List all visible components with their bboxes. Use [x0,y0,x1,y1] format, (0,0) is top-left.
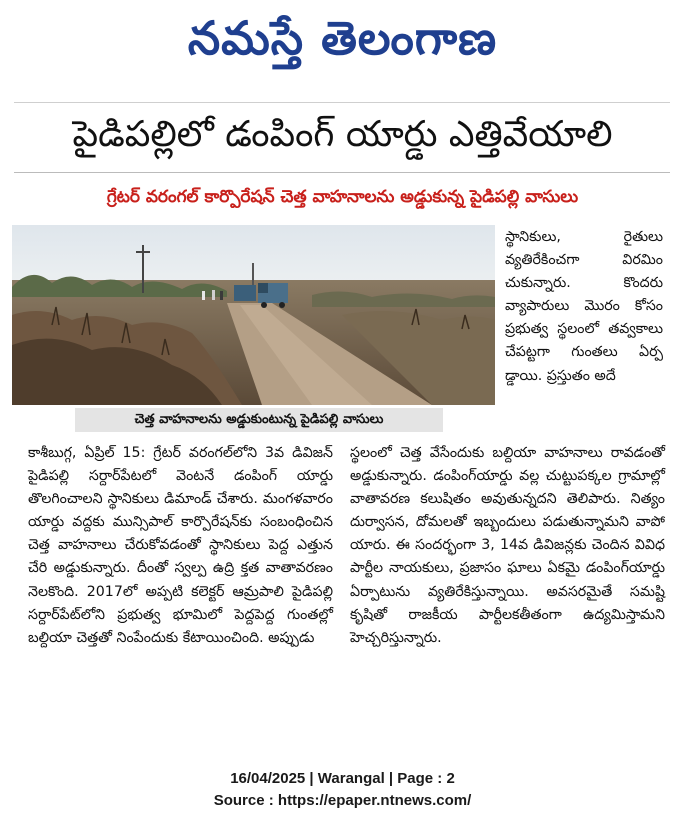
photo-caption: చెత్త వాహనాలను అడ్డుకుంటున్న పైడిపల్లి వాసులు [75,408,443,432]
footer-date-edition: 16/04/2025 | Warangal | Page : 2 [230,770,455,787]
subheadline: గ్రేటర్ వరంగల్ కార్పొరేషన్ చెత్త వాహనాలను అడ్డుకున్న పైడిపల్లి వాసులు [106,187,579,207]
headline: పైడిపల్లిలో డంపింగ్ యార్డు ఎత్తివేయాలి [72,114,613,155]
masthead-divider [14,102,670,103]
article-column-right-top: స్థానికులు, రైతులు వ్యతిరేకించగా విరమిం చుకున్నారు. కొందరు వ్యాపారులు మొరం కోసం ప్రభుత్వ స్థలంలో తవ్వకాలు చేపట్టగా గుంతలు ఏర్ప డ్డాయి. ప్రస్తుతం అదే [505,229,663,384]
news-photo [12,225,495,405]
headline-divider [14,172,670,173]
footer-source: Source : https://epaper.ntnews.com/ [213,792,472,809]
article-column-right: స్థలంలో చెత్త వేసేందుకు బల్దియా వాహనాలు రావడంతో అడ్డుకున్నారు. డంపింగ్‌యార్డు వల్ల చుట్టుపక్కల గ్రామాల్లో వాతావరణ కలుషితం అవుతున్నదని తెలిపారు. నిత్యం దుర్వాసన, దోమలతో ఇబ్బందులు పడుతున్నామని వాపో యారు. ఈ సందర్భంగా 3, 14వ డివిజన్లకు చెందిన వివిధ పార్టీల నాయకులు, ప్రజాసం ఘాలు ఏకమై డంపింగ్‌యార్డు ఏర్పాటును వ్యతిరేకిస్తున్నాయి. అవసరమైతే సమష్టి కృషితో రాజకీయ పార్టీలకతీతంగా ఉద్యమిస్తామని హెచ్చరిస్తున్నారు. [350,445,665,646]
masthead: నమస్తే తెలంగాణ [187,11,498,65]
dumping-yard-photo [12,225,495,405]
article-column-left: కాశీబుగ్గ, ఏప్రిల్ 15: గ్రేటర్ వరంగల్‌లోని 3వ డివిజన్ పైడిపల్లి సర్దార్‌పేటలో వెంటనే డంపింగ్ యార్డు తొలగించాలని స్థానికులు డిమాండ్ చేశారు. మంగళవారం యార్డు వద్దకు మున్సిపాల్ కార్పొరేషన్‌కు సంబంధించిన చెత్త వాహనాలు చేరుకోవడంతో స్థానికులు పెద్ద ఎత్తున చేరి అడ్డుకున్నారు. దీంతో స్వల్ప ఉద్రి క్తత వాతావరణం నెలకొంది. 2017లో అప్పటి కలెక్టర్ ఆమ్రపాలి పైడిపల్లి సర్దార్‌పేట్‌లోని ప్రభుత్వ భూమిలో పెద్దపెద్ద గుంతల్లో బల్దియా చెత్తతో నింపేందుకు కేటాయించింది. అప్పుడు [28,445,333,646]
